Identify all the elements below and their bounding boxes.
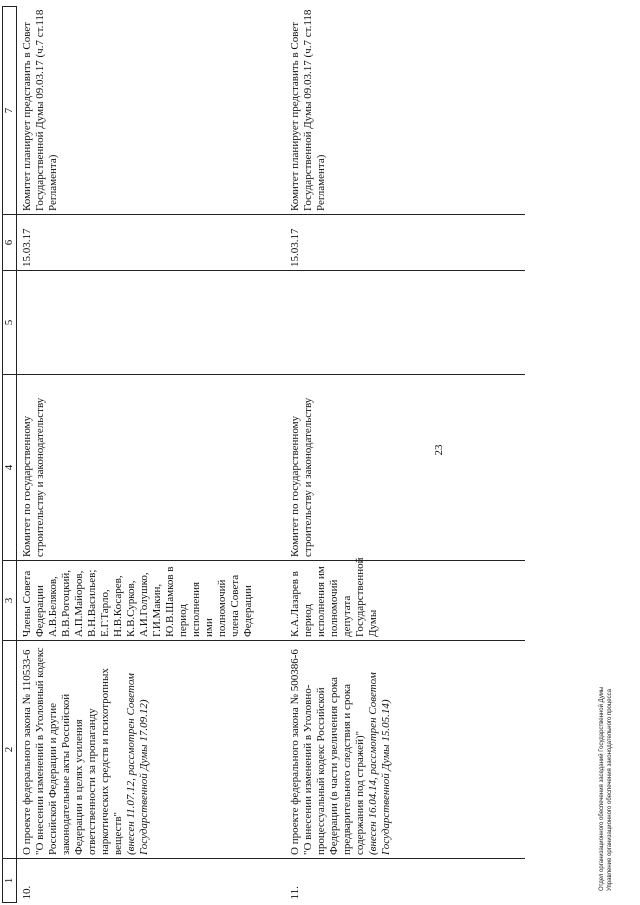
column-number: 2 <box>3 641 17 859</box>
footer-line: Управление организационного обеспечения законодательного процесса <box>607 689 613 891</box>
column-5-cell <box>17 271 285 375</box>
bill-cell <box>17 641 285 859</box>
date-cell: 15.03.17 <box>17 215 285 271</box>
initiators-cell: К.А.Лазарев в период исполнения им полномочий депутата Государственной Думы <box>285 561 525 641</box>
row-number: 11. <box>288 886 301 900</box>
table-row <box>17 7 285 903</box>
footer <box>598 687 614 891</box>
column-number: 1 <box>3 859 17 903</box>
bill-cell <box>285 641 525 859</box>
column-number: 6 <box>3 215 17 271</box>
plan-cell: Комитет планирует представить в Совет Государственной Думы 09.03.17 (ч.7 ст.118 Регламента) <box>285 7 525 215</box>
column-number: 7 <box>3 7 17 215</box>
initiators-cell: Члены Совета Федерации А.В.Беляков, В.В.Рогоцкий, А.П.Майоров, В.Н.Васильев; Е.Г.Тарло, Н.В.Косарев, К.В.Сурков, А.И.Голушко, Г.И.Макин, Ю.В.Шамков в период исполнения ими полномочий члена Совета Федерации <box>17 561 285 641</box>
footer-line: Отдел организационного обеспечения заседаний Государственной Думы <box>599 686 605 891</box>
table-row <box>285 7 525 903</box>
bill-note: (внесен 16.04.14, рассмотрен Советом Государственной Думы 15.05.14) <box>366 672 392 855</box>
column-number: 3 <box>3 561 17 641</box>
column-number: 5 <box>3 271 17 375</box>
column-5-cell <box>285 271 525 375</box>
date-cell: 15.03.17 <box>285 215 525 271</box>
committee-cell: Комитет по государственному строительству и законодательству <box>17 375 285 561</box>
agenda-table <box>2 6 525 903</box>
column-number: 4 <box>3 375 17 561</box>
bill-note: (внесен 11.07.12, рассмотрен Советом Государственной Думы 17.09.12) <box>125 673 150 855</box>
bill-title: О проекте федерального закона № 500386-6 "О внесении изменений в Уголовно-процессуальный кодекс Российской Федерации (в части увеличения срока предварительного следствия и срока содержания под стражей)" <box>288 649 366 855</box>
column-number-row <box>3 7 17 903</box>
plan-cell: Комитет планирует представить в Совет Государственной Думы 09.03.17 (ч.7 ст.118 Регламента) <box>17 7 285 215</box>
page-number: 23 <box>433 444 445 456</box>
row-number: 10. <box>21 885 33 900</box>
committee-cell: Комитет по государственному строительству и законодательству <box>285 375 525 561</box>
bill-title: О проекте федерального закона № 110533-6 "О внесении изменений в Уголовный кодекс Российской Федерации и другие законодательные акты Российской Федерации в целях усиления ответственности за пропаганду наркотических средств и психотропных веществ" <box>21 647 124 855</box>
